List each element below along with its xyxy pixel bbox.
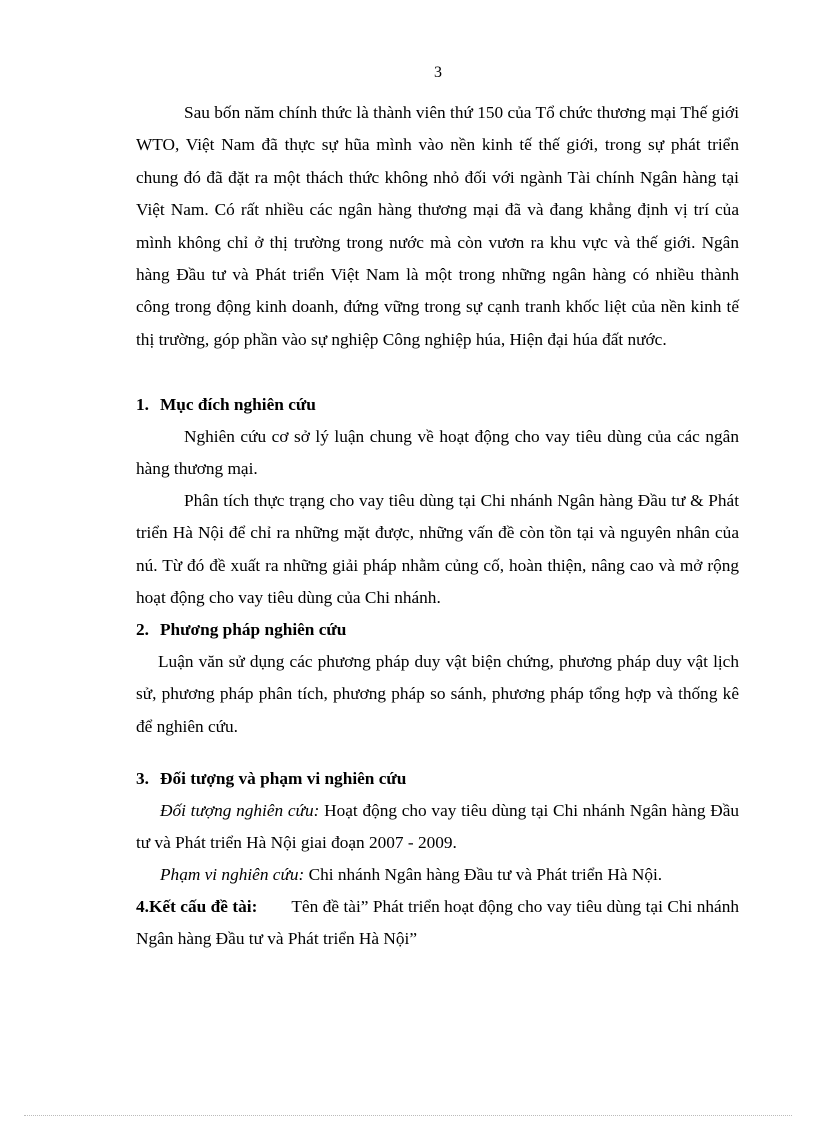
section-3-scope-label: Phạm vi nghiên cứu: bbox=[160, 865, 305, 884]
section-2-paragraph: Luận văn sử dụng các phương pháp duy vật biện chứng, phương pháp duy vật lịch sử, phương pháp phân tích, phương pháp so sánh, phương pháp tổng hợp và thống kê để nghiên cứu. bbox=[136, 652, 739, 736]
page-number: 3 bbox=[434, 64, 442, 81]
section-2-heading bbox=[136, 614, 739, 646]
section-4-title: Kết cấu đề tài: bbox=[148, 897, 258, 916]
section-3-object-paragraph bbox=[136, 795, 739, 860]
section-1-paragraph-2: Phân tích thực trạng cho vay tiêu dùng tại Chi nhánh Ngân hàng Đầu tư & Phát triển Hà Nội để chỉ ra những mặt được, những vấn đề còn tồn tại và nguyên nhân của nú. Từ đó đề xuất ra những giải pháp nhằm củng cố, hoàn thiện, nâng cao và mở rộng hoạt động cho vay tiêu dùng của Chi nhánh. bbox=[136, 491, 739, 608]
section-3-object-label: Đối tượng nghiên cứu: bbox=[160, 801, 320, 820]
intro-paragraph: Sau bốn năm chính thức là thành viên thứ 150 của Tổ chức thương mại Thế giới WTO, Việt Nam đã thực sự hũa mình vào nền kinh tế thế giới, trong sự phát triển chung đó đã đặt ra một thách thức không nhỏ đối với ngành Tài chính Ngân hàng tại Việt Nam. Có rất nhiều các ngân hàng thương mại đã và đang khẳng định vị trí của mình không chỉ ở thị trường trong nước mà còn vươn ra khu vực và thế giới. Ngân hàng Đầu tư và Phát triển Việt Nam là một trong những ngân hàng có nhiều thành công trong động kinh doanh, đứng vững trong sự cạnh tranh khốc liệt của nền kinh tế thị trường, góp phần vào sự nghiệp Công nghiệp húa, Hiện đại húa đất nước. bbox=[136, 103, 739, 349]
section-1-paragraph-1: Nghiên cứu cơ sở lý luận chung về hoạt động cho vay tiêu dùng của các ngân hàng thương mại. bbox=[136, 427, 739, 479]
section-4-number: 4. bbox=[136, 897, 149, 916]
section-2-number: 2. bbox=[136, 620, 149, 639]
section-1-title: Mục đích nghiên cứu bbox=[160, 395, 316, 414]
section-2-title: Phương pháp nghiên cứu bbox=[160, 620, 347, 639]
section-3-scope-paragraph bbox=[136, 859, 739, 891]
section-4-paragraph bbox=[136, 891, 739, 956]
section-4-text: Tên đề tài” Phát triển hoạt động cho vay tiêu dùng tại Chi nhánh Ngân hàng Đầu tư và Phát triển Hà Nội” bbox=[136, 897, 739, 949]
page-border-dotted bbox=[24, 1115, 792, 1116]
section-4-heading bbox=[136, 897, 257, 916]
section-3-object-text: Hoạt động cho vay tiêu dùng tại Chi nhánh Ngân hàng Đầu tư và Phát triển Hà Nội giai đoạn 2007 - 2009. bbox=[136, 801, 740, 853]
section-3-title: Đối tượng và phạm vi nghiên cứu bbox=[160, 769, 407, 788]
section-1-heading bbox=[136, 389, 739, 421]
section-3-number: 3. bbox=[136, 769, 149, 788]
section-1-number: 1. bbox=[136, 395, 149, 414]
section-3-heading bbox=[136, 763, 739, 795]
section-3-scope-text: Chi nhánh Ngân hàng Đầu tư và Phát triển Hà Nội. bbox=[304, 865, 663, 884]
